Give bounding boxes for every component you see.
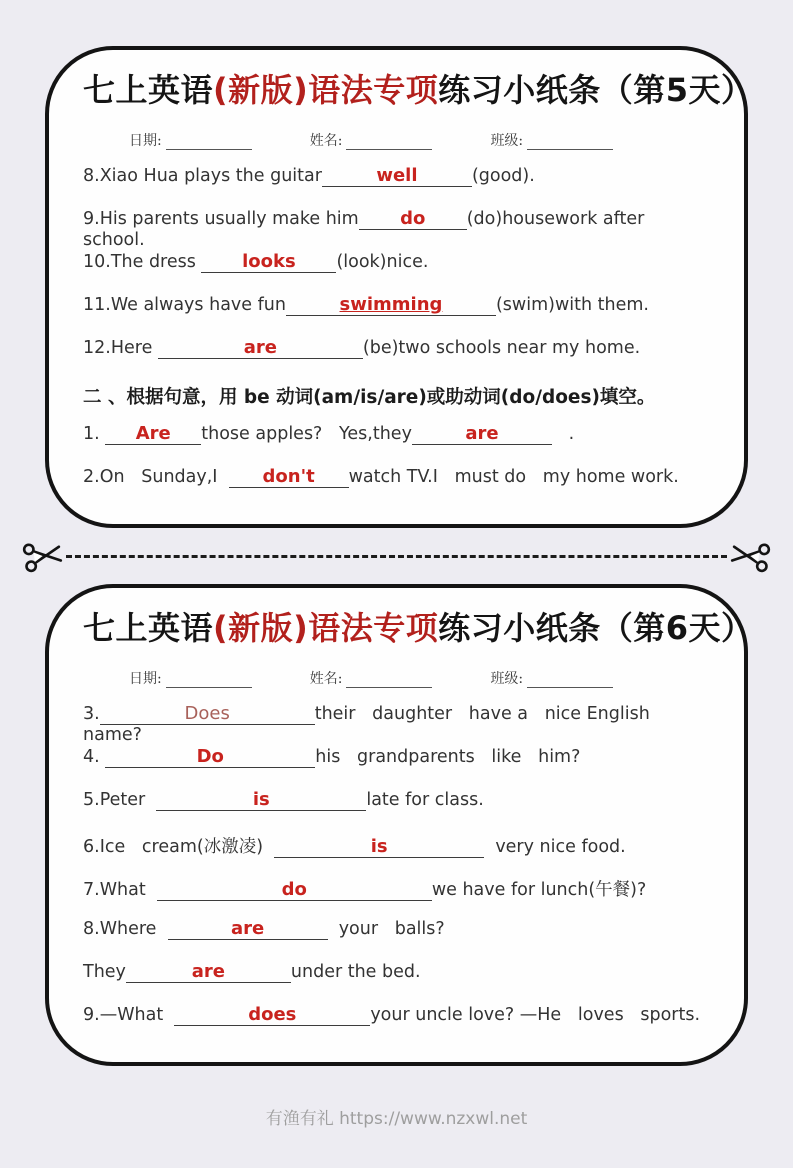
exercise-line (83, 154, 710, 197)
lines (83, 692, 710, 1036)
line-text: (good). (471, 166, 535, 186)
answer-blank (157, 881, 432, 901)
scissors-icon (20, 536, 66, 576)
line-text: (be)two schools near my home. (362, 338, 641, 358)
line-text: 6.Ice cream(冰激凌) (83, 837, 275, 857)
answer-blank (412, 425, 552, 445)
field-blank-line (346, 136, 432, 150)
answer-text: is (370, 836, 388, 857)
line-text: very nice food. (484, 837, 626, 857)
section-heading: 二 、根据句意，用 be 动词(am/is/are)或助动词(do/does)填空。 (83, 387, 656, 408)
line-text: 10.The dress (83, 252, 202, 272)
line-text: we have for lunch(午餐)? (431, 880, 647, 900)
worksheet-card-day6 (45, 584, 754, 1066)
worksheet-page (0, 46, 793, 1168)
worksheet-card-day5 (45, 46, 754, 528)
answer-text: Do (196, 746, 224, 767)
line-text: 5.Peter (83, 790, 157, 810)
answer-text: are (465, 423, 499, 444)
answer-blank (105, 748, 315, 768)
answer-text: is (252, 789, 270, 810)
answer-text: are (243, 337, 278, 358)
answer-text: do (400, 208, 426, 229)
card-title (83, 602, 754, 654)
exercise-line (83, 993, 710, 1036)
answer-blank (126, 963, 291, 983)
exercise-line (83, 240, 710, 283)
answer-blank (158, 339, 363, 359)
line-text: 11.We always have fun (83, 295, 286, 315)
answer-blank (274, 838, 484, 858)
header-field (310, 668, 433, 688)
line-text: 7.What (83, 880, 157, 900)
exercise-line (83, 326, 710, 369)
answer-text: do (281, 879, 307, 900)
field-blank-line (527, 136, 613, 150)
exercise-line (83, 864, 710, 907)
line-text: 9.His parents usually make him (83, 209, 359, 229)
line-text: 2.On Sunday,I (83, 467, 229, 487)
answer-blank (168, 920, 328, 940)
line-text: late for class. (366, 790, 484, 810)
line-text: 1. (83, 424, 106, 444)
field-label: 日期: (129, 671, 162, 687)
header-field (129, 130, 252, 150)
fields-row (129, 124, 710, 150)
line-text: They (83, 962, 126, 982)
exercise-line (83, 283, 710, 326)
field-label: 班级: (490, 133, 524, 149)
answer-text: are (230, 918, 265, 939)
header-field (490, 668, 613, 688)
header-field (310, 130, 433, 150)
line-text: your balls? (327, 919, 445, 939)
answer-blank (174, 1006, 370, 1026)
field-label: 班级: (490, 671, 524, 687)
scissors-icon (727, 536, 773, 576)
line-text: . (551, 424, 575, 444)
line-text: (do)housework after school. (83, 209, 650, 250)
lines (83, 154, 710, 498)
line-text: 3. (83, 704, 100, 724)
exercise-line (83, 735, 710, 778)
exercise-line (83, 778, 710, 821)
watermark: 有渔有礼 https://www.nzxwl.net (265, 1109, 528, 1129)
header-field (129, 668, 252, 688)
field-label: 日期: (129, 133, 162, 149)
exercise-line (83, 950, 710, 993)
line-text: 8.Where (83, 919, 168, 939)
field-blank-line (527, 674, 613, 688)
cut-divider (0, 528, 793, 584)
field-blank-line (166, 136, 252, 150)
answer-blank (100, 705, 315, 725)
title-red-segment: (新版)语法专项 (213, 609, 439, 647)
line-text: your uncle love? —He loves sports. (370, 1005, 701, 1025)
answer-text: Are (135, 423, 171, 444)
line-text: 12.Here (83, 338, 158, 358)
line-text: 4. (83, 747, 106, 767)
header-field (490, 130, 613, 150)
dashed-cut-line (66, 555, 727, 558)
answer-blank (229, 468, 349, 488)
answer-text: swimming (339, 294, 443, 315)
fields-row (129, 662, 710, 688)
line-text: watch TV.I must do my home work. (348, 467, 679, 487)
line-text: (swim)with them. (495, 295, 649, 315)
line-text: (look)nice. (336, 252, 429, 272)
title-red-segment: (新版)语法专项 (213, 71, 439, 109)
answer-blank (201, 253, 336, 273)
line-text: their daughter have a nice English name? (83, 704, 656, 745)
answer-text: does (248, 1004, 297, 1025)
answer-text: are (191, 961, 226, 982)
line-text: his grandparents like him? (315, 747, 581, 767)
line-text: 9.—What (83, 1005, 175, 1025)
title-black-left: 七上英语 (83, 71, 214, 109)
card-title (83, 64, 754, 116)
field-blank-line (346, 674, 432, 688)
title-black-right: 练习小纸条（第5天） (438, 71, 754, 109)
field-blank-line (166, 674, 252, 688)
title-black-right: 练习小纸条（第6天） (438, 609, 754, 647)
exercise-line (83, 197, 710, 250)
field-label: 姓名: (309, 671, 343, 687)
title-black-left: 七上英语 (83, 609, 214, 647)
answer-blank (359, 210, 467, 230)
answer-text: well (376, 165, 418, 186)
answer-blank (322, 167, 472, 187)
line-text: 8.Xiao Hua plays the guitar (83, 166, 322, 186)
exercise-line (83, 821, 710, 864)
line-text: those apples? Yes,they (201, 424, 412, 444)
field-label: 姓名: (309, 133, 343, 149)
exercise-line (83, 692, 710, 745)
line-text: under the bed. (290, 962, 421, 982)
answer-text: Does (184, 703, 230, 724)
answer-blank (286, 296, 496, 316)
exercise-line (83, 455, 710, 498)
answer-blank (156, 791, 366, 811)
exercise-line (83, 412, 710, 455)
answer-blank (105, 425, 201, 445)
answer-text: don't (262, 466, 315, 487)
exercise-line (83, 907, 710, 950)
answer-text: looks (242, 251, 296, 272)
